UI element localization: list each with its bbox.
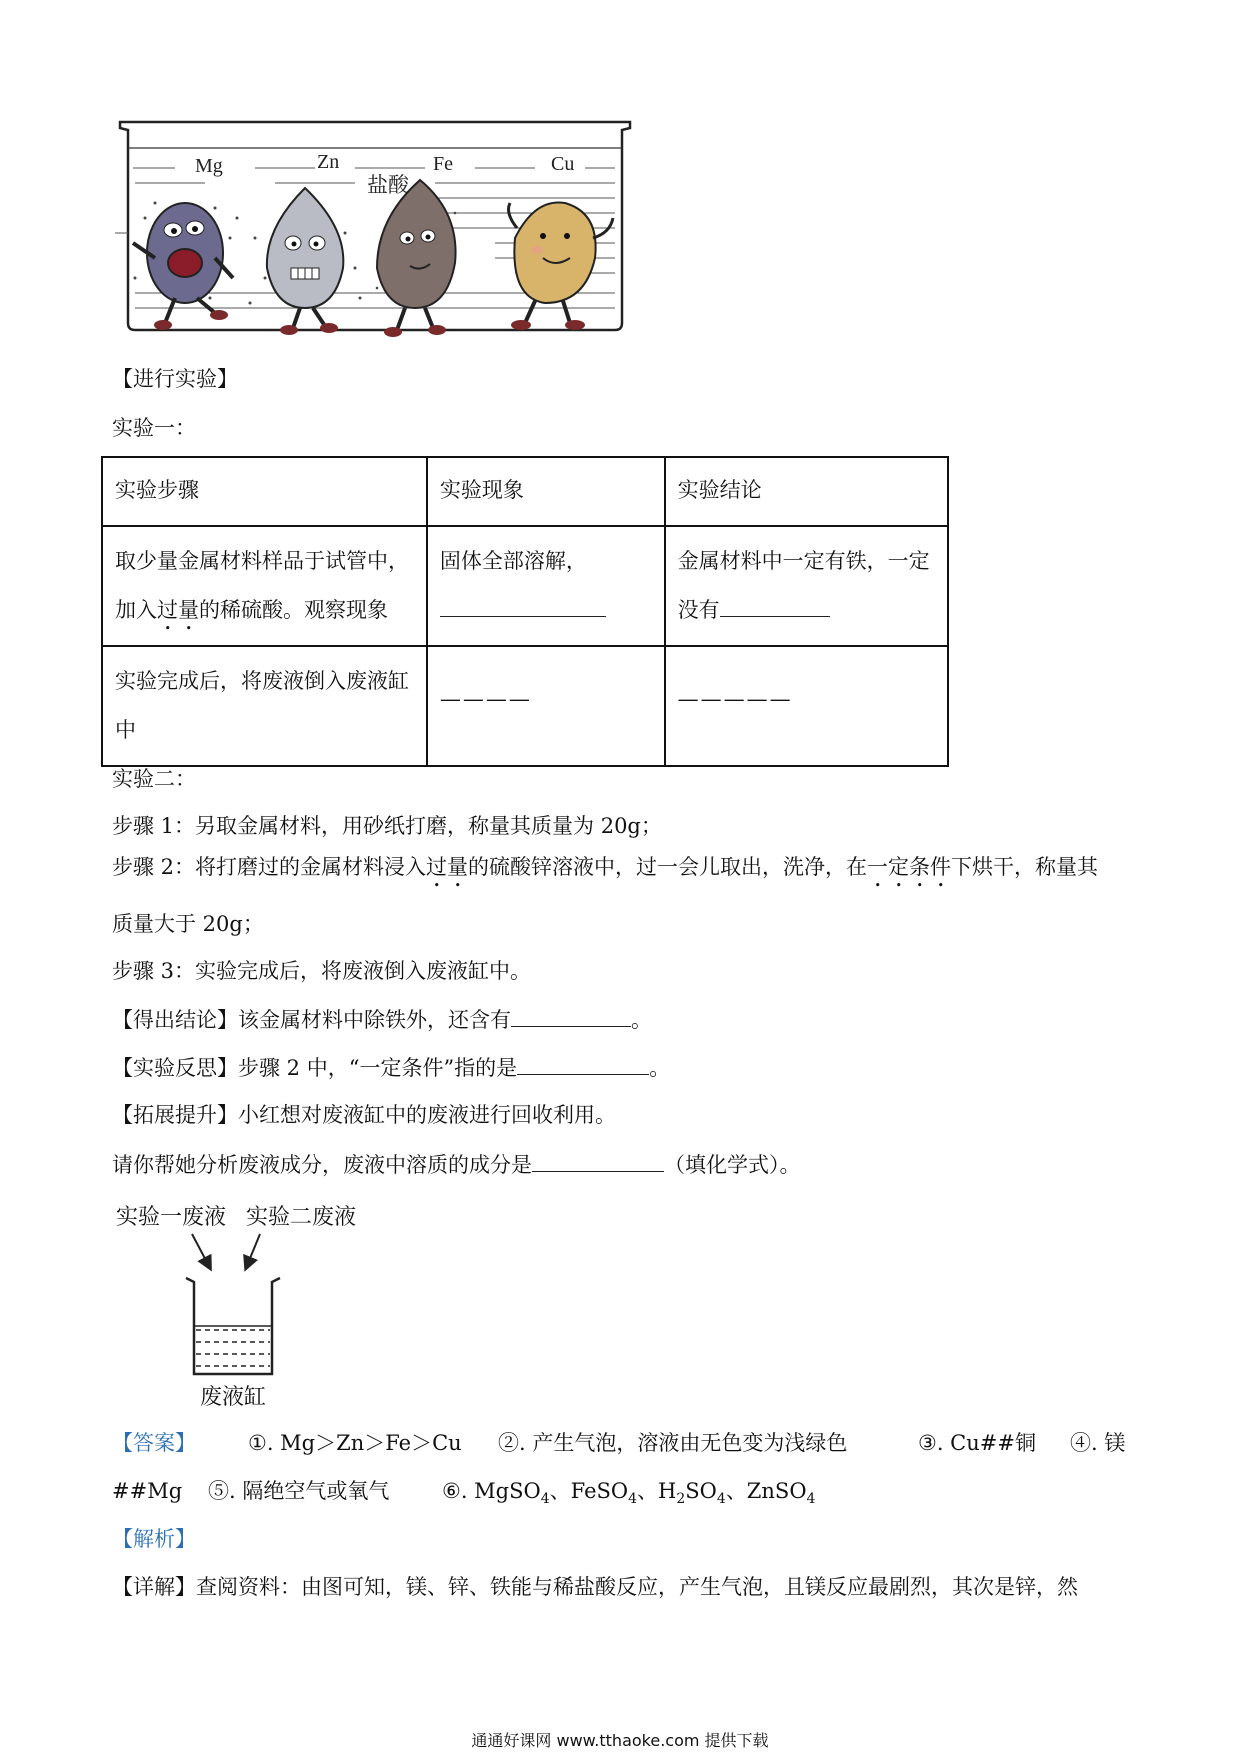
extension-text: 【拓展提升】小红想对废液缸中的废液进行回收利用。 [112,1103,616,1127]
table-header-cell: 实验现象 [427,457,665,526]
emphasis-text: 一定条件 [867,855,952,879]
answer-item: ④. 镁 [1070,1431,1126,1455]
waste-label-left: 实验一废液 [116,1205,227,1230]
conclusion-text-line: 金属材料中一定有铁，一定 [677,549,930,573]
waste-beaker-figure [180,1232,290,1380]
step-2-continued: 质量大于 20g； [112,912,264,936]
answer-item: ⑥. MgSO$_4$、FeSO$_4$、$H_2SO_4$、ZnSO$_4$ [442,1479,816,1508]
metal-label-mg: Mg [195,155,223,177]
answer-line [112,1428,1142,1458]
step-text-line: 中 [115,718,136,742]
answer-blank [532,1149,664,1172]
answer-blank [720,594,830,617]
reflection-question: 【实验反思】步骤 2 中，“一定条件”指的是 。 [112,1052,670,1083]
answer-item: ②. 产生气泡，溶液由无色变为浅绿色 [498,1431,848,1455]
step-1-text: 步骤 1：另取金属材料，用砂纸打磨，称量其质量为 20g； [112,814,662,838]
step-text-line: 加入过量的稀硫酸。观察现象 [115,598,388,622]
answer-line [112,1476,1142,1506]
analysis-question: 请你帮她分析废液成分，废液中溶质的成分是 （填化学式）。 [112,1149,801,1180]
waste-beaker-caption: 废液缸 [200,1385,267,1410]
table-cell-step [102,526,427,646]
mg-character-illustration [133,202,239,331]
fe-character-illustration [376,180,457,337]
dash-placeholder: ————— [677,687,793,711]
step-3-text: 步骤 3：实验完成后，将废液倒入废液缸中。 [112,959,532,983]
zn-character-illustration [249,188,362,335]
table-cell-phenomenon [427,646,665,766]
table-header-cell: 实验步骤 [102,457,427,526]
emphasis-text: 过量 [426,855,469,879]
table-cell-step [102,646,427,766]
table-cell-conclusion [665,526,948,646]
section-title-experiment: 【进行实验】 [112,367,238,391]
table-cell-conclusion [665,646,948,766]
metal-acid-beaker-figure [115,118,635,338]
detail-text: 【详解】查阅资料：由图可知，镁、锌、铁能与稀盐酸反应，产生气泡，且镁反应最剧烈，其次是锌，然 [112,1575,1078,1599]
analysis-tag: 【解析】 [112,1527,196,1551]
emphasis-text: 过量 [157,598,199,622]
step-text-line: 取少量金属材料样品于试管中， [115,549,409,573]
answer-item: ①. Mg＞Zn＞Fe＞Cu [248,1431,462,1455]
cu-character-illustration [509,202,613,330]
metal-label-cu: Cu [551,153,575,175]
table-cell-phenomenon [427,526,665,646]
table-row [102,646,948,766]
table-header-row [102,457,948,526]
conclusion-text-line: 没有 [677,598,720,622]
experiment-one-label: 实验一： [112,416,196,440]
metal-label-fe: Fe [433,153,453,175]
metal-label-zn: Zn [317,151,340,173]
answer-item: ##Mg [112,1479,183,1503]
waste-label-right: 实验二废液 [246,1205,357,1230]
answer-blank [517,1052,649,1075]
dash-placeholder: ———— [439,687,532,711]
experiment-two-label: 实验二： [112,767,196,791]
answer-item: ③. Cu##铜 [918,1431,1036,1455]
phenomenon-text: 固体全部溶解， [439,549,587,573]
step-text-line: 实验完成后，将废液倒入废液缸 [115,669,409,693]
step-2-text: 步骤 2：将打磨过的金属材料浸入过量的硫酸锌溶液中，过一会儿取出，洗净，在一定条件下烘干，称量其 [112,855,1099,879]
answer-blank [511,1004,631,1027]
conclusion-question: 【得出结论】该金属材料中除铁外，还含有 。 [112,1004,652,1035]
acid-label: 盐酸 [367,173,409,197]
answer-blank [440,594,606,617]
table-row [102,526,948,646]
table-header-cell: 实验结论 [665,457,948,526]
experiment-one-table [101,456,949,767]
page-footer: 通通好课网 www.tthaoke.com 提供下载 [471,1731,769,1750]
answer-tag: 【答案】 [112,1431,196,1455]
answer-item: ⑤. 隔绝空气或氧气 [208,1479,390,1503]
